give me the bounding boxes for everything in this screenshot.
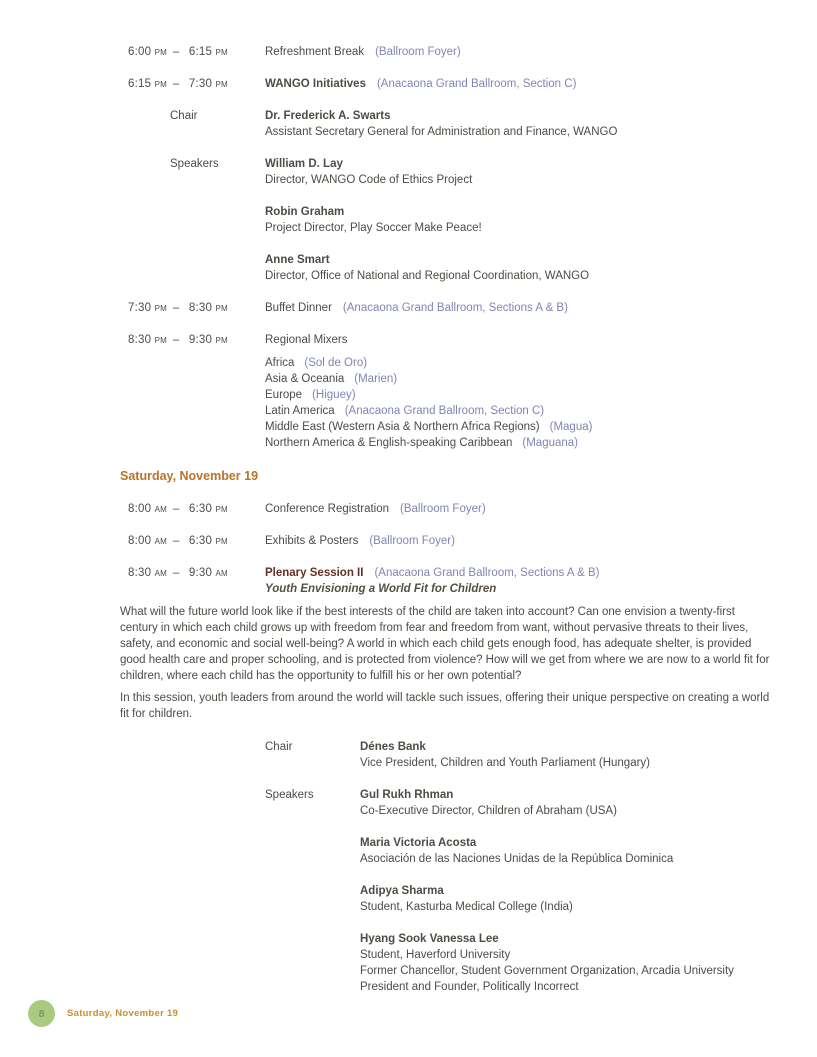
person-name: Dénes Bank [360,741,426,753]
mixer-row [265,419,770,435]
mixer-region: Middle East (Western Asia & Northern Africa Regions) [265,421,540,433]
person-role: President and Founder, Politically Incorrect [360,981,579,993]
event-row-refreshment-break [120,44,770,60]
event-location: (Anacaona Grand Ballroom, Section C) [376,78,577,90]
speaker-person [265,252,589,284]
event-row-wango-initiatives [120,76,770,92]
event-main [265,565,770,597]
speaker-person [360,835,734,867]
event-location: (Anacaona Grand Ballroom, Sections A & B) [374,567,600,579]
event-time: 6:15 pm – 7:30 pm [128,78,228,90]
event-title: Exhibits & Posters [265,535,359,547]
person-role: Former Chancellor, Student Government Organization, Arcadia University [360,965,734,977]
mixer-row [265,355,770,371]
description-paragraph: What will the future world look like if the best interests of the child are taken into account? Can one envision a twenty-first century in which each child grows up with freedom from fear and freedom from want, without pervasive threats to their lives, safety, and economic and social well-being? A world in which each child gets enough food, has adequate shelter, is provided good health care and proper schooling, and is protected from violence? How will we get from where we are now to a world fit for children, where each child has the opportunity to fulfill his or her own potential? [120,606,770,682]
person-role: Co-Executive Director, Children of Abraham (USA) [360,805,617,817]
chair-label: Chair [265,741,293,753]
speakers-label: Speakers [265,789,314,801]
event-time: 8:00 am – 6:30 pm [128,535,228,547]
event-time: 6:00 pm – 6:15 pm [128,46,228,58]
speaker-person [265,204,589,236]
mixer-row [265,403,770,419]
person-role: Director, Office of National and Regional Coordination, WANGO [265,270,590,282]
person-role: Student, Kasturba Medical College (India) [360,901,573,913]
person-name: Adipya Sharma [360,885,444,897]
event-row-plenary-session-2 [120,565,770,597]
event-row-buffet-dinner [120,300,770,316]
event-title: WANGO Initiatives [265,78,366,90]
event-main [265,533,770,549]
mixer-row [265,387,770,403]
mixer-row [265,435,770,451]
footer-date: Saturday, November 19 [67,1007,179,1019]
session-description [120,604,770,722]
person-role: Assistant Secretary General for Administration and Finance, WANGO [265,126,618,138]
event-location: (Ballroom Foyer) [375,46,461,58]
event-row-exhibits-posters [120,533,770,549]
event-title: Buffet Dinner [265,302,332,314]
day-heading: Saturday, November 19 [120,469,259,483]
person-name: Hyang Sook Vanessa Lee [360,933,499,945]
speakers-list [360,787,734,995]
event-title: Plenary Session II [265,567,364,579]
event-time: 7:30 pm – 8:30 pm [128,302,228,314]
person-role: Student, Haverford University [360,949,511,961]
person-role: Project Director, Play Soccer Make Peace! [265,222,482,234]
chair-person [360,739,650,771]
mixer-location: (Marien) [354,373,398,385]
person-name: Maria Victoria Acosta [360,837,477,849]
person-name: Gul Rukh Rhman [360,789,454,801]
event-row-conference-registration [120,501,770,517]
speakers-label: Speakers [170,158,219,170]
chair-person [265,108,617,140]
person-name: Robin Graham [265,206,345,218]
event-time: 8:30 am – 9:30 am [128,567,228,579]
mixer-location: (Higuey) [312,389,356,401]
person-role: Vice President, Children and Youth Parliament (Hungary) [360,757,651,769]
event-main [265,300,770,316]
plenary-speakers-block [120,787,770,995]
speaker-person [265,156,589,188]
speakers-list [265,156,589,284]
wango-speakers-block [120,156,770,284]
event-main [265,332,770,348]
event-title: Regional Mixers [265,334,348,346]
plenary-chair-block [120,739,770,771]
description-paragraph: In this session, youth leaders from around the world will tackle such issues, offering their unique perspective on creating a world fit for children. [120,692,770,720]
wango-chair-block [120,108,770,140]
speaker-person [360,931,734,995]
event-main [265,76,770,92]
event-time: 8:00 am – 6:30 pm [128,503,228,515]
page-number-badge: 8 [28,1000,55,1027]
mixer-location: (Sol de Oro) [304,357,368,369]
person-role: Director, WANGO Code of Ethics Project [265,174,473,186]
person-name: Anne Smart [265,254,330,266]
mixer-region: Africa [265,357,295,369]
person-role: Asociación de las Naciones Unidas de la República Dominica [360,853,674,865]
mixer-region: Latin America [265,405,335,417]
person-name: William D. Lay [265,158,343,170]
event-row-regional-mixers [120,332,770,348]
event-title: Refreshment Break [265,46,365,58]
person-name: Dr. Frederick A. Swarts [265,110,391,122]
mixer-region: Europe [265,389,303,401]
mixer-location: (Anacaona Grand Ballroom, Section C) [344,405,545,417]
mixer-location: (Maguana) [522,437,579,449]
chair-label: Chair [170,110,198,122]
mixer-row [265,371,770,387]
page-footer [28,1000,178,1027]
session-subtitle: Youth Envisioning a World Fit for Children [265,583,497,595]
event-main [265,501,770,517]
event-title: Conference Registration [265,503,390,515]
event-time: 8:30 pm – 9:30 pm [128,334,228,346]
mixer-location: (Magua) [549,421,593,433]
event-location: (Ballroom Foyer) [369,535,455,547]
mixer-region: Northern America & English-speaking Caribbean [265,437,513,449]
event-location: (Anacaona Grand Ballroom, Sections A & B) [342,302,568,314]
mixer-region: Asia & Oceania [265,373,345,385]
speaker-person [360,883,734,915]
event-main [265,44,770,60]
speaker-person [360,787,734,819]
regional-mixers-list [265,355,770,451]
event-location: (Ballroom Foyer) [400,503,486,515]
